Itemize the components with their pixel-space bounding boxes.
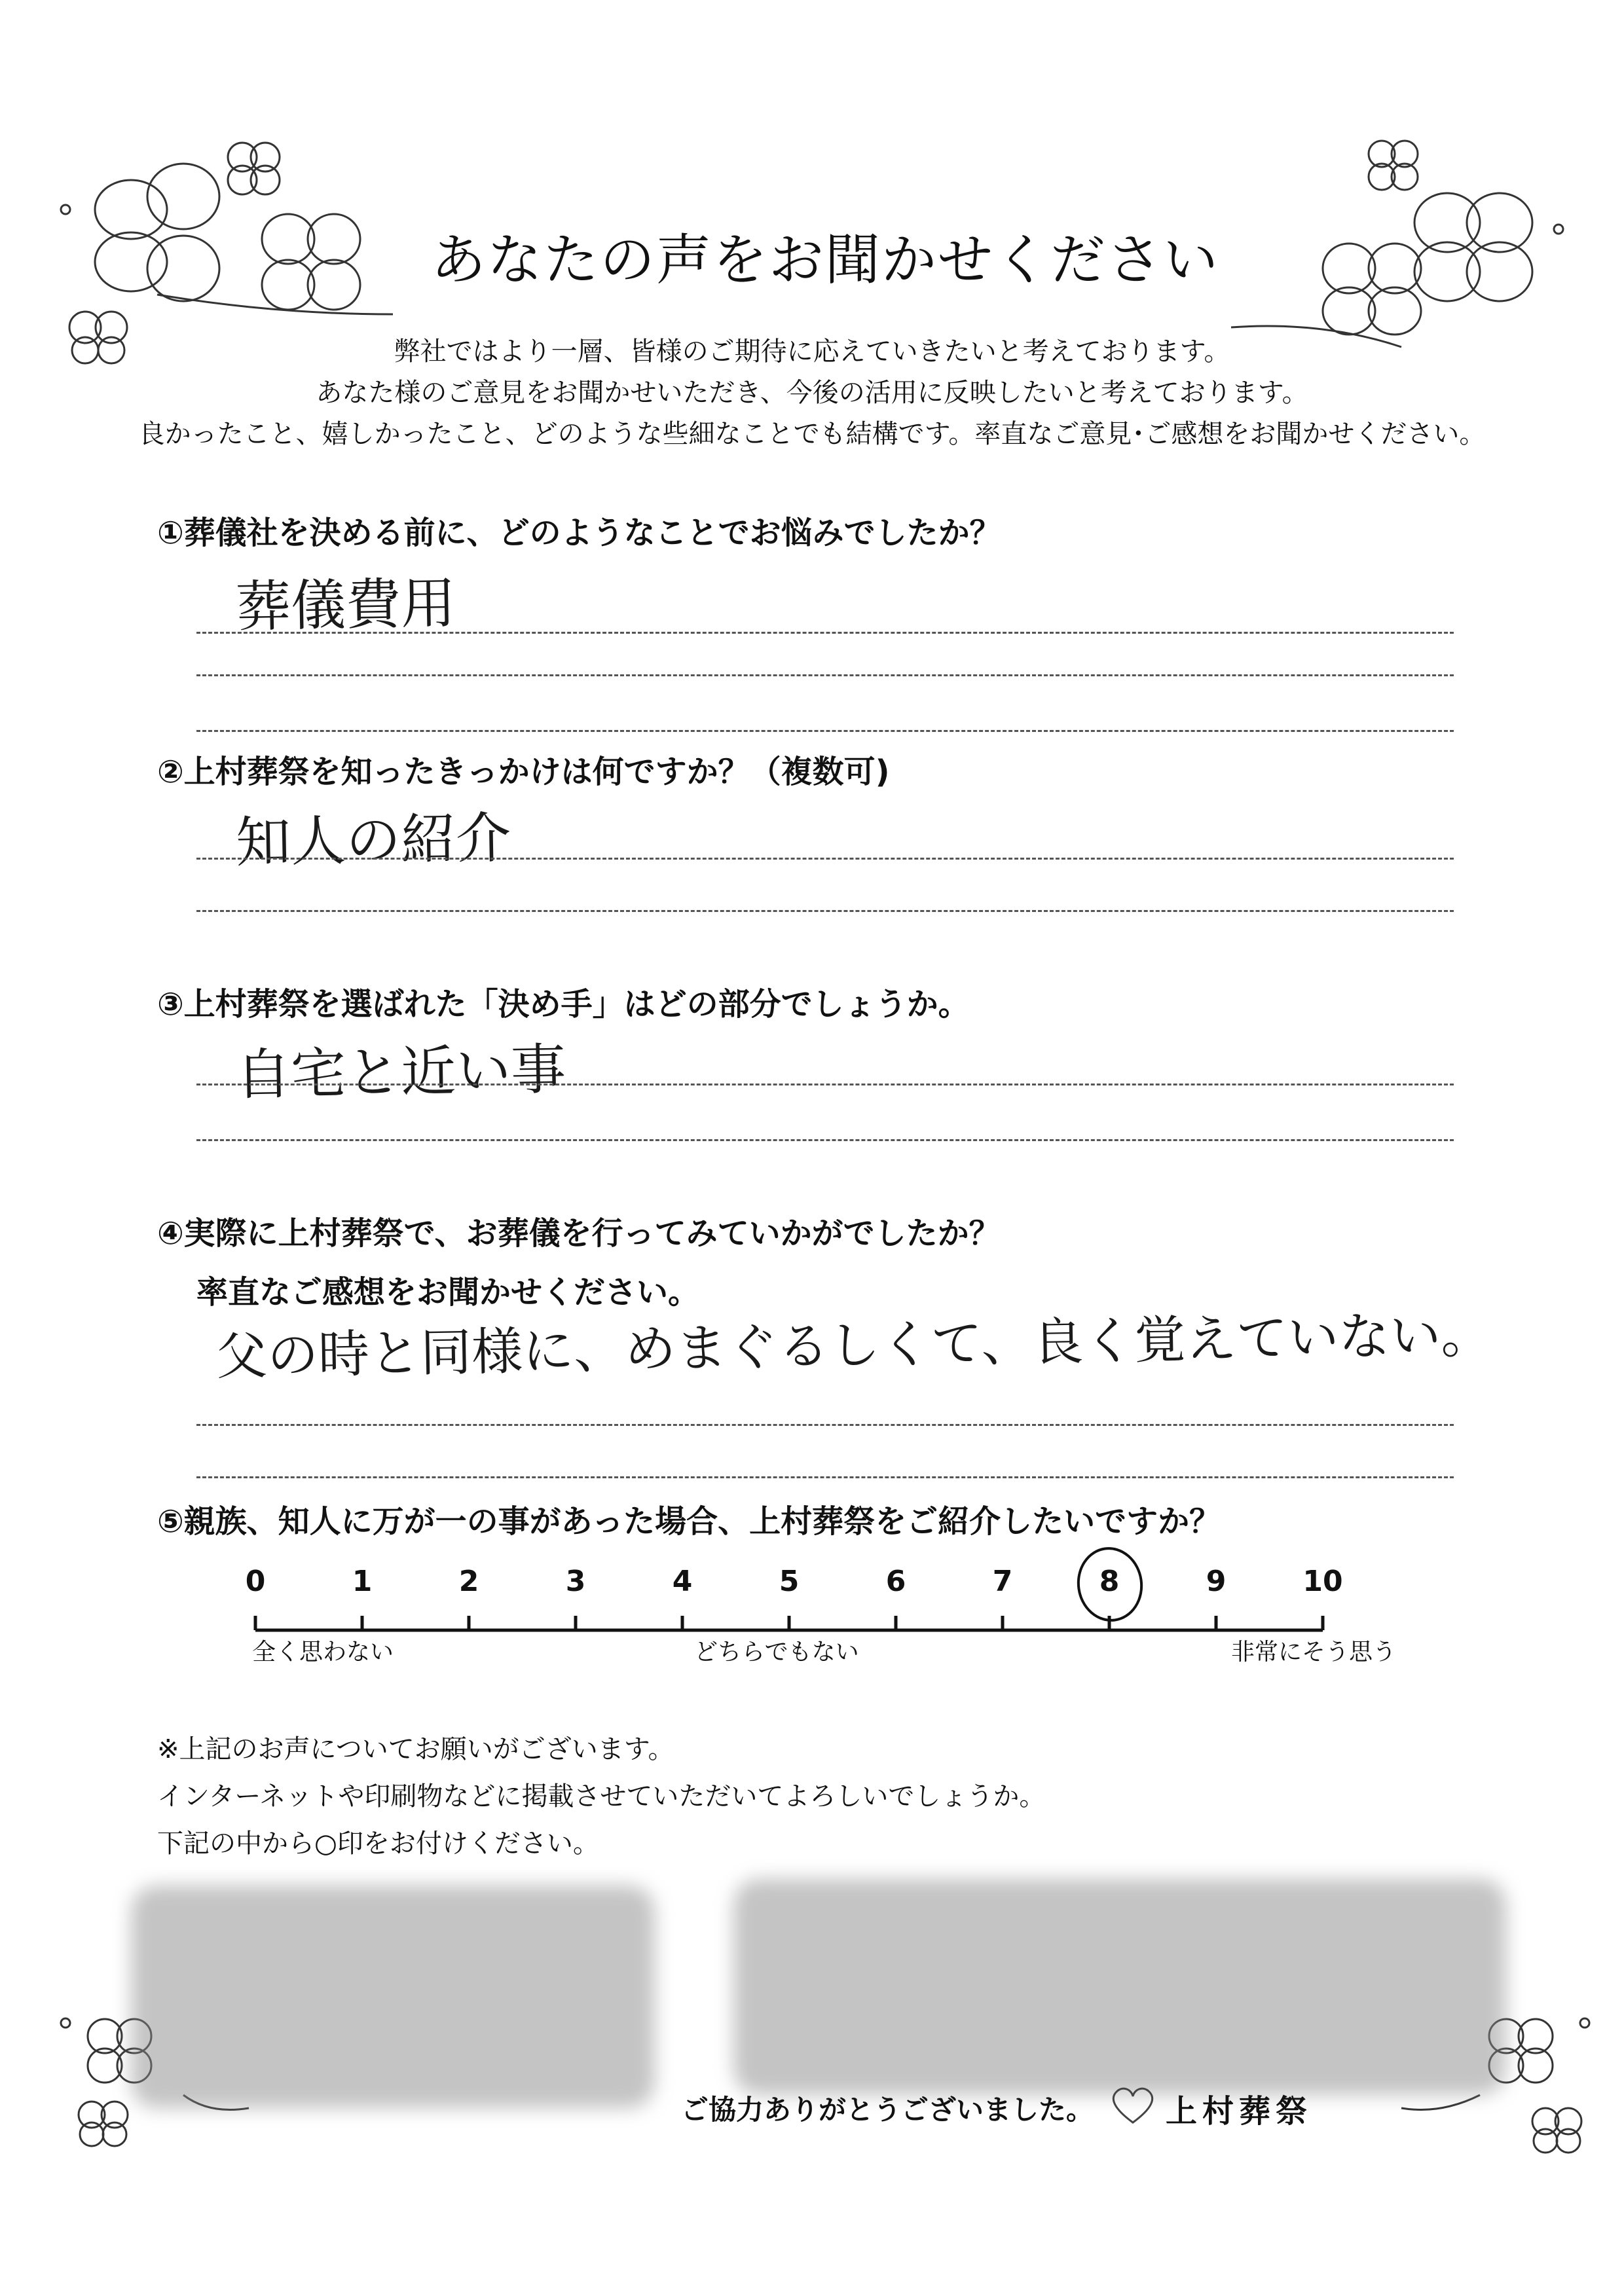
notice-line-1: ※上記のお声についてお願いがございます。 <box>157 1734 674 1764</box>
notice-line-3: 下記の中から○印をお付けください。 <box>157 1829 599 1859</box>
intro-line-3: 良かったこと、嬉しかったこと、どのような些細なことでも結構です。率直なご意見･ご感想をお聞かせください。 <box>138 419 1486 449</box>
question-4: ④実際に上村葬祭で、お葬儀を行ってみていかがでしたか？ <box>157 1215 1001 1252</box>
redacted-area <box>131 1886 655 2108</box>
footer-thanks: ご協力ありがとうございました。 <box>681 2094 1094 2126</box>
scale-label-5: 5 <box>779 1565 800 1598</box>
scale-label-low: 全く思わない <box>252 1639 394 1666</box>
answer-line <box>196 910 1454 912</box>
page-title: あなたの声をお聞かせください <box>430 228 1219 292</box>
question-5: ⑤親族、知人に万が一の事があった場合、上村葬祭をご紹介したいですか？ <box>157 1503 1221 1540</box>
answer-line <box>196 1139 1454 1141</box>
answer-line <box>196 632 1454 634</box>
scale-label-9: 9 <box>1206 1565 1227 1598</box>
question-4-line-2: 率直なご感想をお聞かせください。 <box>196 1274 700 1311</box>
question-1: ①葬儀社を決める前に、どのようなことでお悩みでしたか？ <box>157 515 1001 551</box>
scale-label-6: 6 <box>885 1565 906 1598</box>
scale-label-0: 0 <box>245 1565 266 1598</box>
scale-label-10: 10 <box>1302 1565 1343 1598</box>
answer-line <box>196 1424 1454 1426</box>
question-2: ②上村葬祭を知ったきっかけは何ですか？（複数可) <box>157 754 890 790</box>
scale-label-1: 1 <box>352 1565 373 1598</box>
heart-logo-icon <box>1107 2082 1159 2128</box>
notice-line-2: インターネットや印刷物などに掲載させていただいてよろしいでしょうか。 <box>157 1781 1046 1812</box>
scale-label-3: 3 <box>565 1565 586 1598</box>
selected-rating-circle-icon <box>1071 1542 1149 1627</box>
answer-line <box>196 1476 1454 1478</box>
scale-label-7: 7 <box>992 1565 1013 1598</box>
answer-4: 父の時と同様に、めまぐるしくて、良く覚えていない。 <box>215 1305 1493 1387</box>
answer-3: 自宅と近い事 <box>235 1037 566 1107</box>
footer-company: 上村葬祭 <box>1166 2093 1313 2130</box>
answer-2: 知人の紹介 <box>235 805 511 875</box>
scale-label-mid: どちらでもない <box>694 1639 859 1666</box>
intro-line-1: 弊社ではより一層、皆様のご期待に応えていきたいと考えております。 <box>394 337 1230 367</box>
question-3: ③上村葬祭を選ばれた「決め手」はどの部分でしょうか。 <box>157 986 970 1023</box>
scale-label-8: 8 <box>1099 1565 1120 1598</box>
answer-1: 葬儀費用 <box>235 571 456 639</box>
answer-line <box>196 730 1454 732</box>
answer-line <box>196 858 1454 860</box>
answer-line <box>196 674 1454 676</box>
scale-label-4: 4 <box>672 1565 693 1598</box>
intro-line-2: あなた様のご意見をお聞かせいただき、今後の活用に反映したいと考えております。 <box>316 378 1308 408</box>
scale-label-high: 非常にそう思う <box>1231 1639 1397 1666</box>
scale-label-2: 2 <box>458 1565 479 1598</box>
answer-line <box>196 1084 1454 1085</box>
redacted-area <box>733 1879 1506 2095</box>
